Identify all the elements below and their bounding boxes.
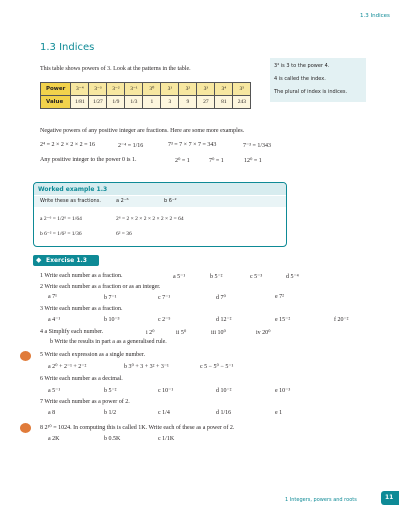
q7-part: e 1 bbox=[275, 410, 283, 416]
q8-part: a 2K bbox=[48, 436, 60, 442]
q2-part: d 7⁰ bbox=[216, 295, 226, 301]
q3-part: b 10⁻³ bbox=[104, 317, 120, 323]
worked-example-question: Write these as fractions. bbox=[40, 198, 101, 204]
worked-example-qa: a 2⁻⁶ bbox=[116, 198, 129, 204]
q3-part: a 4⁻¹ bbox=[48, 317, 61, 323]
exercise-header bbox=[33, 255, 99, 266]
zero-power-text: Any positive integer to the power 0 is 1. bbox=[40, 157, 137, 163]
q1-part: b 5⁻² bbox=[210, 274, 223, 280]
thinking-skills-icon bbox=[20, 351, 31, 361]
q5-part: c 5 − 5⁰ − 5⁻¹ bbox=[200, 364, 234, 370]
section-title: 1.3 Indices bbox=[40, 42, 95, 53]
question-2: 2 Write each number as a fraction or as an integer. bbox=[40, 284, 161, 290]
question-1: 1 Write each number as a fraction. bbox=[40, 273, 123, 279]
power-cell: 3² bbox=[179, 83, 197, 96]
worked-example-qb: b 6⁻² bbox=[164, 198, 177, 204]
key-note-line1: 3⁴ is 3 to the power 4. bbox=[274, 63, 330, 69]
thinking-skills-icon bbox=[20, 423, 31, 433]
question-3: 3 Write each number as a fraction. bbox=[40, 306, 123, 312]
q8-part: c 1/1K bbox=[158, 436, 175, 442]
power-cell: 3⁰ bbox=[143, 83, 161, 96]
power-header: Power bbox=[41, 83, 71, 96]
zero-example-12: 12⁰ = 1 bbox=[244, 158, 262, 164]
value-cell: 1/3 bbox=[125, 96, 143, 109]
worked-example-title: Worked example 1.3 bbox=[38, 186, 108, 193]
value-cell: 1/27 bbox=[89, 96, 107, 109]
q6-part: a 5⁻¹ bbox=[48, 388, 61, 394]
power-cell: 3³ bbox=[197, 83, 215, 96]
q3-part: e 15⁻² bbox=[275, 317, 291, 323]
q1-part: c 5⁻³ bbox=[250, 274, 263, 280]
power-cell: 3⁻³ bbox=[89, 83, 107, 96]
key-note-line2: 4 is called the index. bbox=[274, 76, 326, 82]
q5-part: b 3⁰ + 3 + 3² + 3⁻¹ bbox=[124, 364, 169, 370]
power-cell: 3⁻⁴ bbox=[71, 83, 89, 96]
q8-part: b 0.5K bbox=[104, 436, 121, 442]
question-6: 6 Write each number as a decimal. bbox=[40, 376, 123, 382]
q1-part: d 5⁻⁴ bbox=[286, 274, 299, 280]
value-header: Value bbox=[41, 96, 71, 109]
value-cell: 1 bbox=[143, 96, 161, 109]
worked-solution-b: b 6⁻² = 1/6² = 1/36 bbox=[40, 231, 82, 237]
q6-part: e 10⁻³ bbox=[275, 388, 291, 394]
value-cell: 27 bbox=[197, 96, 215, 109]
question-8: 8 2¹⁰ = 1024. In computing this is called 1K. Write each of these as a power of 2. bbox=[40, 425, 235, 431]
q6-part: c 10⁻¹ bbox=[158, 388, 174, 394]
value-cell: 1/9 bbox=[107, 96, 125, 109]
power-cell: 3⁻² bbox=[107, 83, 125, 96]
power-cell: 3¹ bbox=[161, 83, 179, 96]
diamond-icon: ◆ bbox=[36, 256, 42, 264]
worked-example-box bbox=[33, 182, 287, 247]
worked-solution-b-working: 6² = 36 bbox=[116, 231, 132, 237]
q6-part: b 5⁻² bbox=[104, 388, 117, 394]
negative-powers-text: Negative powers of any positive integer are fractions. Here are some more examples. bbox=[40, 128, 245, 134]
page-number-tab bbox=[381, 491, 399, 505]
key-note-line3: The plural of index is indices. bbox=[274, 89, 348, 95]
value-cell: 9 bbox=[179, 96, 197, 109]
value-cell: 81 bbox=[215, 96, 233, 109]
q6-part: d 10⁻² bbox=[216, 388, 232, 394]
worked-solution-a: a 2⁻⁶ = 1/2⁶ = 1/64 bbox=[40, 216, 82, 222]
q3-part: f 20⁻² bbox=[334, 317, 349, 323]
q7-part: c 1/4 bbox=[158, 410, 170, 416]
q2-part: a 7¹ bbox=[48, 294, 57, 300]
running-header: 1.3 Indices bbox=[360, 13, 390, 19]
q7-part: b 1/2 bbox=[104, 410, 117, 416]
q4-part: iv 20⁰ bbox=[256, 330, 271, 336]
powers-table bbox=[40, 82, 251, 109]
question-5: 5 Write each expression as a single number. bbox=[40, 352, 145, 358]
q4-part: ii 5⁰ bbox=[176, 330, 187, 336]
value-cell: 243 bbox=[233, 96, 251, 109]
exercise-title: Exercise 1.3 bbox=[46, 257, 87, 264]
question-7: 7 Write each number as a power of 2. bbox=[40, 399, 130, 405]
q3-part: c 2⁻⁵ bbox=[158, 317, 171, 323]
q4-part: iii 10⁰ bbox=[211, 330, 226, 336]
q2-part: b 7⁻¹ bbox=[104, 295, 117, 301]
value-cell: 1/81 bbox=[71, 96, 89, 109]
footer-chapter: 1 Integers, powers and roots bbox=[285, 497, 357, 503]
question-4b: b Write the results in part a as a generalised rule. bbox=[50, 339, 167, 345]
q1-part: a 5⁻¹ bbox=[173, 274, 186, 280]
power-cell: 3⁻¹ bbox=[125, 83, 143, 96]
key-note-box bbox=[270, 58, 366, 102]
q3-part: d 12⁻² bbox=[216, 317, 232, 323]
question-4a: 4 a Simplify each number. bbox=[40, 329, 104, 335]
q2-part: c 7⁻¹ bbox=[158, 295, 171, 301]
example-2-pow-neg4: 2⁻⁴ = 1/16 bbox=[118, 143, 144, 149]
zero-example-2: 2⁰ = 1 bbox=[175, 158, 190, 164]
q7-part: a 8 bbox=[48, 410, 56, 416]
q4-part: i 2⁰ bbox=[146, 330, 155, 336]
example-7-pow-neg3: 7⁻³ = 1/343 bbox=[243, 143, 272, 149]
intro-text: This table shows powers of 3. Look at the patterns in the table. bbox=[40, 66, 191, 72]
power-cell: 3⁴ bbox=[215, 83, 233, 96]
q7-part: d 1/16 bbox=[216, 410, 232, 416]
example-7-pow-3: 7³ = 7 × 7 × 7 = 343 bbox=[168, 142, 217, 148]
page-number: 11 bbox=[385, 494, 394, 501]
example-2-pow-4: 2⁴ = 2 × 2 × 2 × 2 = 16 bbox=[40, 142, 96, 148]
zero-example-7: 7⁰ = 1 bbox=[209, 158, 224, 164]
q5-part: a 2⁰ + 2⁻¹ + 2⁻² bbox=[48, 364, 87, 370]
worked-solution-a-working: 2⁶ = 2 × 2 × 2 × 2 × 2 × 2 = 64 bbox=[116, 216, 184, 222]
power-cell: 3⁵ bbox=[233, 83, 251, 96]
q2-part: e 7² bbox=[275, 294, 284, 300]
value-cell: 3 bbox=[161, 96, 179, 109]
